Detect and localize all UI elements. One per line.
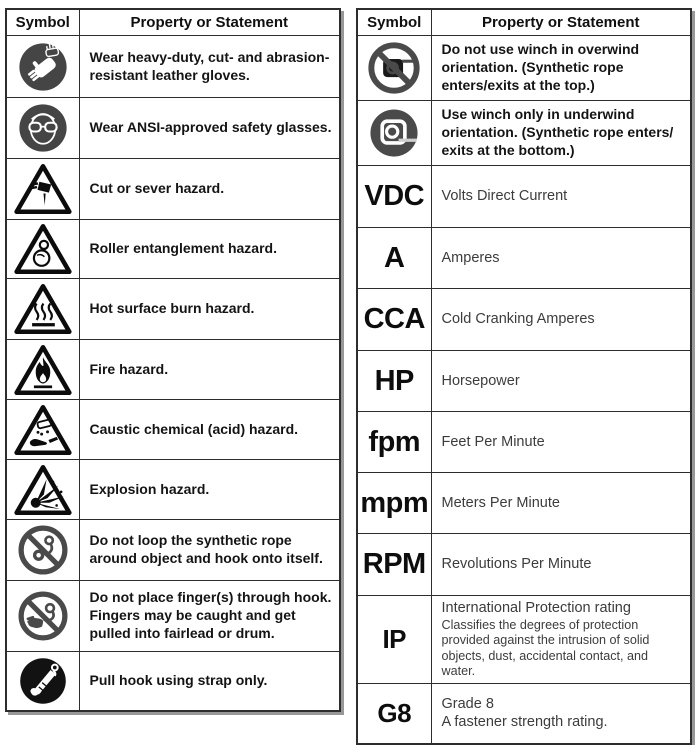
- statement-title: Grade 8: [441, 696, 494, 713]
- statement-text: Hot surface burn hazard.: [79, 279, 340, 340]
- table-row: [357, 683, 691, 744]
- statement-text: Explosion hazard.: [79, 460, 340, 520]
- underwind-only-icon: [360, 104, 429, 162]
- abbreviation-symbol: RPM: [362, 548, 426, 580]
- hot-surface-hazard-icon: [9, 282, 77, 336]
- explosion-hazard-icon: [9, 463, 77, 517]
- abbreviation-symbol: mpm: [360, 486, 429, 519]
- statement-column-header: Property or Statement: [79, 9, 340, 36]
- header-row: [6, 9, 340, 36]
- table-row: [357, 101, 691, 166]
- statement-text: Use winch only in underwind orientation. (Synthetic rope enters/ exits at the bottom.): [431, 101, 691, 166]
- statement-description: A fastener strength rating.: [441, 714, 608, 731]
- gloves-mandatory-icon: [9, 39, 77, 95]
- table-row: [6, 159, 340, 220]
- statement-title: International Protection rating: [441, 600, 631, 616]
- abbreviation-symbol: IP: [382, 623, 407, 654]
- statement-text: Cold Cranking Amperes: [431, 289, 691, 351]
- table-row: [6, 520, 340, 581]
- statement-text: Amperes: [431, 228, 691, 289]
- statement-text: Do not use winch in overwind orientation. (Synthetic rope enters/exits at the top.): [431, 36, 691, 101]
- statement-text: Caustic chemical (acid) hazard.: [79, 400, 340, 460]
- table-row: [6, 460, 340, 520]
- statement-text: Pull hook using strap only.: [79, 652, 340, 712]
- statement-text: Cut or sever hazard.: [79, 159, 340, 220]
- safety-symbols-table-left: [5, 8, 341, 712]
- table-row: [6, 279, 340, 340]
- table-row: [357, 596, 691, 684]
- statement-text: Roller entanglement hazard.: [79, 220, 340, 279]
- abbreviation-symbol: G8: [377, 697, 412, 728]
- statement-text: Do not loop the synthetic rope around object and hook onto itself.: [79, 520, 340, 581]
- statement-text: Revolutions Per Minute: [431, 534, 691, 596]
- table-row: [357, 351, 691, 412]
- table-row: [357, 166, 691, 228]
- no-fingers-in-hook-icon: [9, 588, 77, 644]
- cut-sever-hazard-icon: [9, 162, 77, 216]
- statement-column-header: Property or Statement: [431, 9, 691, 36]
- header-row: [357, 9, 691, 36]
- roller-entanglement-hazard-icon: [9, 222, 77, 276]
- table-row: [357, 36, 691, 101]
- statement-text: Feet Per Minute: [431, 412, 691, 473]
- statement-text: Fire hazard.: [79, 340, 340, 400]
- no-rope-loop-icon: [9, 522, 77, 578]
- symbol-column-header: Symbol: [357, 9, 431, 36]
- pull-hook-with-strap-icon: [9, 654, 77, 708]
- abbreviation-symbol: HP: [374, 364, 414, 397]
- statement-text: Wear heavy-duty, cut- and abrasion-resistant leather gloves.: [79, 36, 340, 98]
- statement-text: Do not place finger(s) through hook. Fingers may be caught and get pulled into fairlead or drum.: [79, 581, 340, 652]
- fire-hazard-icon: [9, 343, 77, 397]
- no-overwind-icon: [360, 39, 429, 97]
- caustic-chemical-hazard-icon: [9, 403, 77, 457]
- abbreviation-symbol: fpm: [368, 425, 421, 458]
- table-row: [357, 228, 691, 289]
- table-row: [357, 473, 691, 534]
- table-row: [6, 98, 340, 159]
- statement-text: Horsepower: [431, 351, 691, 412]
- abbreviation-symbol: VDC: [364, 180, 425, 212]
- abbreviation-symbol: A: [384, 241, 405, 274]
- statement-text: Meters Per Minute: [431, 473, 691, 534]
- statement-text: Wear ANSI-approved safety glasses.: [79, 98, 340, 159]
- table-row: [6, 400, 340, 460]
- table-row: [357, 289, 691, 351]
- safety-glasses-mandatory-icon: [9, 100, 77, 156]
- table-row: [6, 220, 340, 279]
- table-row: [357, 412, 691, 473]
- abbreviation-symbol: CCA: [363, 303, 425, 335]
- safety-symbols-table-right: [356, 8, 692, 745]
- statement-description: Classifies the degrees of protection provided against the intrusion of solid objects, dust, accidental contact, and water.: [441, 618, 650, 679]
- table-row: [6, 36, 340, 98]
- table-row: [6, 340, 340, 400]
- table-row: [357, 534, 691, 596]
- table-row: [6, 652, 340, 712]
- statement-text: Volts Direct Current: [431, 166, 691, 228]
- symbol-column-header: Symbol: [6, 9, 79, 36]
- table-row: [6, 581, 340, 652]
